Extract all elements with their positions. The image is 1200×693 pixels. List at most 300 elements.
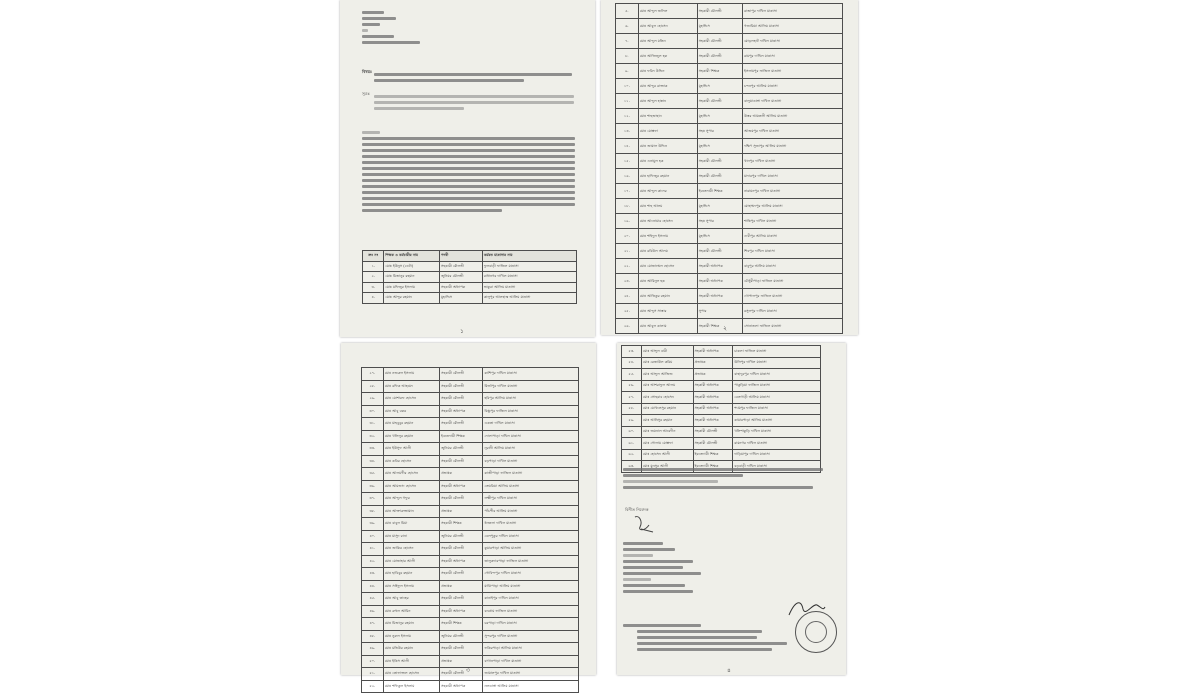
cell-designation: সহকারী অধ্যাপক bbox=[693, 346, 733, 358]
cell-institution: তেঘরিয়া আলিম মাদ্রাসা bbox=[483, 480, 579, 493]
table-row bbox=[616, 154, 843, 169]
cell-designation: সহকারী মৌলভী bbox=[697, 154, 742, 169]
table-row bbox=[616, 109, 843, 124]
cell-serial: ১৬. bbox=[616, 169, 639, 184]
cell-serial: ৫৪. bbox=[622, 357, 642, 369]
cell-serial: ২১. bbox=[616, 244, 639, 259]
cell-serial: ৪৩. bbox=[362, 568, 384, 581]
table-row bbox=[362, 418, 579, 431]
cell-name: মোঃ আনিসুর রহমান bbox=[641, 415, 693, 427]
cell-designation: সহকারী শিক্ষক bbox=[697, 319, 742, 334]
cell-name: মোঃ খলিলুর রহমান bbox=[383, 430, 439, 443]
table-row bbox=[622, 403, 821, 415]
table-body bbox=[616, 4, 843, 334]
cell-serial: ৩৭. bbox=[362, 493, 384, 506]
table-row bbox=[362, 680, 579, 693]
cell-name: মোঃ জাকির হোসেন bbox=[383, 543, 439, 556]
cell-name: মোঃ নুরুল ইসলাম bbox=[383, 630, 439, 643]
cell-institution: দোলাপাড়া দাখিল মাদ্রাসা bbox=[483, 430, 579, 443]
table-row bbox=[362, 380, 579, 393]
cell-institution: রাজাপুর দাখিল মাদ্রাসা bbox=[743, 4, 843, 19]
table-row bbox=[616, 169, 843, 184]
table-body bbox=[622, 346, 821, 473]
cell-designation: সহকারী মৌলভী bbox=[440, 493, 483, 506]
seal-signature-image bbox=[787, 597, 827, 619]
cell-name: মোঃ সোহরাব হোসেন bbox=[641, 392, 693, 404]
cell-serial: ২৪. bbox=[616, 289, 639, 304]
table-row bbox=[362, 618, 579, 631]
cell-institution: আজমপুর দাখিল মাদ্রাসা bbox=[743, 124, 843, 139]
cell-name: মোঃ আব্দুল বারী bbox=[641, 346, 693, 358]
cell-serial: ৩৩. bbox=[362, 443, 384, 456]
table-row bbox=[616, 199, 843, 214]
cell-name: মোঃ আব্দুল গফুর bbox=[383, 493, 439, 506]
cell-serial: ৩২. bbox=[362, 430, 384, 443]
cell-institution: রাধানগর দাখিল মাদ্রাসা bbox=[482, 272, 576, 283]
cell-institution: দেবীপুর আলিম মাদ্রাসা bbox=[743, 229, 843, 244]
table-row bbox=[622, 380, 821, 392]
table-row bbox=[616, 184, 843, 199]
cell-name: মোঃ আব্দুল মতিন bbox=[638, 34, 697, 49]
letter-subject bbox=[362, 70, 577, 85]
table-header-row bbox=[363, 251, 577, 262]
table-row bbox=[363, 261, 577, 272]
cell-designation: সহকারী মৌলভী bbox=[697, 169, 742, 184]
cell-designation: প্রভাষক bbox=[440, 468, 483, 481]
cell-institution: কাশিপুর দাখিল মাদ্রাসা bbox=[483, 368, 579, 381]
cell-serial: ৯. bbox=[616, 64, 639, 79]
cell-name: মোঃ শাহজাহান bbox=[638, 109, 697, 124]
sign-label: বিনীত নিবেদক bbox=[625, 507, 649, 512]
cell-designation: প্রভাষক bbox=[440, 505, 483, 518]
cell-institution: খানপুর দাখিল মাদ্রাসা bbox=[743, 154, 843, 169]
cell-name: মোঃ মোস্তফা bbox=[638, 124, 697, 139]
cell-institution: দাড়িয়াপুর দাখিল মাদ্রাসা bbox=[733, 449, 821, 461]
cell-name: মোঃ হোসেন আলী bbox=[641, 449, 693, 461]
cell-designation: প্রভাষক bbox=[440, 580, 483, 593]
cell-name: মোঃ আশরাফুল আলম bbox=[641, 380, 693, 392]
page-3-body bbox=[341, 343, 596, 688]
table-row bbox=[616, 124, 843, 139]
sender-block bbox=[623, 539, 733, 596]
table-row bbox=[616, 229, 843, 244]
cell-designation: সহকারী মৌলভী bbox=[440, 393, 483, 406]
cell-institution: নূরানী আলিম মাদ্রাসা bbox=[483, 443, 579, 456]
cell-designation: সহঃ সুপার bbox=[697, 214, 742, 229]
table-row bbox=[622, 369, 821, 381]
cell-serial: ৪১. bbox=[362, 543, 384, 556]
page-number: ৪ bbox=[727, 667, 731, 674]
table-row bbox=[362, 468, 579, 481]
cell-serial: ৫৮. bbox=[622, 403, 642, 415]
cell-institution: উলিপুর দাখিল মাদ্রাসা bbox=[733, 357, 821, 369]
cell-institution: শান্তিপুর দাখিল মাদ্রাসা bbox=[743, 214, 843, 229]
cell-serial: ৩৪. bbox=[362, 455, 384, 468]
table-row bbox=[362, 593, 579, 606]
table-row bbox=[622, 449, 821, 461]
cell-designation: সহকারী মৌলভী bbox=[440, 368, 483, 381]
table-row bbox=[362, 443, 579, 456]
table-body bbox=[363, 261, 577, 303]
cell-designation: প্রভাষক bbox=[440, 655, 483, 668]
subject-label: বিষয়ঃ bbox=[362, 69, 373, 74]
cell-institution: বেতগাড়ী আলিম মাদ্রাসা bbox=[733, 392, 821, 404]
cell-serial: ৬৩. bbox=[622, 461, 642, 473]
cell-serial: ১৮. bbox=[616, 199, 639, 214]
cell-designation: সহকারী মৌলভী bbox=[440, 543, 483, 556]
cell-serial: ১০. bbox=[616, 79, 639, 94]
cell-institution: বাহাদুরপুর দাখিল মাদ্রাসা bbox=[733, 369, 821, 381]
table-row bbox=[362, 555, 579, 568]
cell-name: মোঃ আনোয়ার হোসেন bbox=[638, 214, 697, 229]
cell-designation: সহকারী অধ্যাপক bbox=[697, 289, 742, 304]
cell-designation: সহকারী অধ্যাপক bbox=[440, 405, 483, 418]
header-designation: পদবী bbox=[440, 251, 483, 262]
table-row bbox=[363, 272, 577, 283]
cell-designation: সহকারী মৌলভী bbox=[697, 244, 742, 259]
cell-serial: ২৮. bbox=[362, 380, 384, 393]
cell-name: মোঃ ইদ্রিস আলী bbox=[383, 655, 439, 668]
table-row bbox=[362, 543, 579, 556]
cell-serial: ৫৯. bbox=[622, 415, 642, 427]
table-row bbox=[362, 393, 579, 406]
table-row bbox=[362, 405, 579, 418]
table-row bbox=[362, 580, 579, 593]
cell-name: মোঃ রেজাউল করিম bbox=[641, 357, 693, 369]
cell-institution: গোপালপুর ফাজিল মাদ্রাসা bbox=[743, 289, 843, 304]
cell-institution: লক্ষ্মীপুর দাখিল মাদ্রাসা bbox=[483, 493, 579, 506]
cell-name: মোঃ আব্দুল হান্নান bbox=[638, 94, 697, 109]
cell-name: মোঃ মিজানুর রহমান bbox=[383, 618, 439, 631]
cell-designation: সহকারী অধ্যাপক bbox=[440, 282, 483, 293]
table-body bbox=[362, 368, 579, 693]
cell-serial: ২০. bbox=[616, 229, 639, 244]
letter-recipient-block bbox=[362, 8, 422, 47]
cell-institution: বিষ্ণুপুর ফাজিল মাদ্রাসা bbox=[483, 405, 579, 418]
cell-serial: ৫. bbox=[616, 4, 639, 19]
document-page-2 bbox=[601, 0, 858, 335]
table-row bbox=[616, 49, 843, 64]
cell-serial: ৫৩. bbox=[622, 346, 642, 358]
cell-institution: চাকলা ফাজিল মাদ্রাসা bbox=[733, 346, 821, 358]
cell-designation: সহকারী অধ্যাপক bbox=[440, 555, 483, 568]
cell-serial: ২৬. bbox=[616, 319, 639, 334]
cell-designation: সহকারী মৌলভী bbox=[440, 668, 483, 681]
cell-designation: সহকারী অধ্যাপক bbox=[693, 380, 733, 392]
closing-paragraph bbox=[623, 465, 828, 492]
table-row bbox=[616, 139, 843, 154]
cell-designation: ইবতেদায়ী শিক্ষক bbox=[697, 184, 742, 199]
cell-institution: চন্দনপুর আলিম মাদ্রাসা bbox=[743, 79, 843, 94]
staff-table-page-2 bbox=[615, 3, 843, 334]
table-row bbox=[363, 282, 577, 293]
cell-name: মোঃ মোজাহার আলী bbox=[383, 555, 439, 568]
cell-name: মোঃ মাসুদ রানা bbox=[383, 530, 439, 543]
table-row bbox=[362, 530, 579, 543]
cell-serial: ৩৯. bbox=[362, 518, 384, 531]
cell-serial: ৫১. bbox=[362, 668, 384, 681]
table-row bbox=[362, 668, 579, 681]
cell-serial: ৩. bbox=[363, 282, 384, 293]
cell-serial: ৪৮. bbox=[362, 630, 384, 643]
cell-serial: ২. bbox=[363, 272, 384, 283]
cell-serial: ২২. bbox=[616, 259, 639, 274]
cell-designation: সহকারী অধ্যাপক bbox=[440, 605, 483, 618]
staff-table-page-4 bbox=[621, 345, 821, 473]
table-row bbox=[362, 430, 579, 443]
cell-institution: ভাকুরা আলিম মাদ্রাসা bbox=[482, 282, 576, 293]
cell-designation: জুনিয়র মৌলভী bbox=[440, 630, 483, 643]
cell-name: মোঃ আবু তাহের bbox=[383, 593, 439, 606]
cell-name: মোঃ হাফিজুর রহমান bbox=[638, 169, 697, 184]
table-row bbox=[362, 568, 579, 581]
cell-designation: সহকারী মৌলভী bbox=[440, 418, 483, 431]
cell-serial: ২৭. bbox=[362, 368, 384, 381]
cell-serial: ৪০. bbox=[362, 530, 384, 543]
cell-name: মোঃ নজরুল ইসলাম bbox=[383, 368, 439, 381]
table-row bbox=[362, 368, 579, 381]
cell-name: মোঃ আব্দুর রহমান bbox=[384, 293, 440, 304]
page-number: ৩ bbox=[466, 667, 470, 674]
cell-designation: মুহাদ্দিস bbox=[697, 229, 742, 244]
cell-institution: রামনগর দাখিল মাদ্রাসা bbox=[733, 438, 821, 450]
letter-body-paragraph bbox=[362, 128, 577, 215]
cell-serial: ১১. bbox=[616, 94, 639, 109]
table-row bbox=[362, 493, 579, 506]
page-number: ১ bbox=[460, 328, 464, 335]
cell-name: মোঃ আজিজুল হক bbox=[638, 49, 697, 64]
cell-name: মোঃ রুহুল আমিন bbox=[383, 605, 439, 618]
table-row bbox=[362, 643, 579, 656]
cell-institution: বাবুপুর আলিম মাদ্রাসা bbox=[743, 259, 843, 274]
cell-serial: ৩০. bbox=[362, 405, 384, 418]
cell-institution: বড়বাড়ী দাখিল মাদ্রাসা bbox=[733, 461, 821, 473]
cell-institution: মোহাম্মদপুর আলিম মাদ্রাসা bbox=[743, 199, 843, 214]
cell-institution: খলিশাকুড়ি দাখিল মাদ্রাসা bbox=[733, 426, 821, 438]
cell-name: মোঃ বাবুল মিয়া bbox=[383, 518, 439, 531]
page-2-body bbox=[601, 0, 858, 335]
cell-name: মোঃ শাহ আলম bbox=[638, 199, 697, 214]
cell-institution: চরপাড়া দাখিল মাদ্রাসা bbox=[483, 618, 579, 631]
cell-designation: মুহাদ্দিস bbox=[697, 19, 742, 34]
cell-institution: বড়পাড়া দাখিল মাদ্রাসা bbox=[483, 455, 579, 468]
cell-serial: ১৯. bbox=[616, 214, 639, 229]
cell-name: মোঃ আতিকুর রহমান bbox=[638, 289, 697, 304]
cell-institution: কাজীপাড়া ফাজিল মাদ্রাসা bbox=[483, 468, 579, 481]
cell-institution: বেলপুকুর দাখিল মাদ্রাসা bbox=[483, 530, 579, 543]
cell-name: মোঃ এনামুল হক bbox=[638, 154, 697, 169]
cell-designation: জুনিয়র মৌলভী bbox=[440, 272, 483, 283]
cell-name: মোঃ ফরিদ উদ্দিন bbox=[638, 64, 697, 79]
cell-name: মোঃ কবির হোসেন bbox=[383, 455, 439, 468]
cell-designation: মুহাদ্দিস bbox=[697, 79, 742, 94]
cell-institution: শ্যামপুর ফাজিল মাদ্রাসা bbox=[733, 403, 821, 415]
cell-designation: সহকারী শিক্ষক bbox=[697, 64, 742, 79]
cell-designation: মুহাদ্দিস bbox=[697, 199, 742, 214]
cell-serial: ৬১. bbox=[622, 438, 642, 450]
cell-designation: মুহাদ্দিস bbox=[697, 139, 742, 154]
cell-serial: ৪৭. bbox=[362, 618, 384, 631]
table-row bbox=[616, 259, 843, 274]
cell-name: মোঃ মাহবুবুর রহমান bbox=[383, 418, 439, 431]
cell-serial: ৪৪. bbox=[362, 580, 384, 593]
cell-designation: সহকারী মৌলভী bbox=[697, 34, 742, 49]
cell-institution: কালুপুর আলহাজ্ব আলিম মাদ্রাসা bbox=[482, 293, 576, 304]
cell-institution: চৌধুরীপাড়া ফাজিল মাদ্রাসা bbox=[743, 274, 843, 289]
cell-serial: ৬. bbox=[616, 19, 639, 34]
cell-designation: সহকারী মৌলভী bbox=[697, 4, 742, 19]
table-row bbox=[616, 79, 843, 94]
cell-name: মোঃ মফিজুর ইসলাম bbox=[384, 282, 440, 293]
table-row bbox=[616, 64, 843, 79]
cell-serial: ৪৯. bbox=[362, 643, 384, 656]
cell-name: মোঃ তোফাজ্জল হোসেন bbox=[383, 668, 439, 681]
page-1-body bbox=[340, 0, 595, 337]
cell-serial: ৩৫. bbox=[362, 468, 384, 481]
table-row bbox=[616, 244, 843, 259]
document-page-4 bbox=[617, 343, 846, 675]
cell-institution: একতা দাখিল মাদ্রাসা bbox=[483, 418, 579, 431]
cell-institution: মাদারপুর দাখিল মাদ্রাসা bbox=[743, 169, 843, 184]
cell-institution: ইসলামপুর ফাজিল মাদ্রাসা bbox=[743, 64, 843, 79]
cell-name: মোঃ আমিনুল হক bbox=[638, 274, 697, 289]
cell-name: মোঃ মিজানুর রহমান bbox=[384, 272, 440, 283]
cell-designation: জুনিয়র মৌলভী bbox=[440, 443, 483, 456]
cell-institution: উত্তর আমতলী আলিম মাদ্রাসা bbox=[743, 109, 843, 124]
cell-designation: সহকারী শিক্ষক bbox=[440, 518, 483, 531]
cell-name: মোঃ আবুল হোসেন bbox=[638, 19, 697, 34]
cell-designation: সুপার bbox=[697, 304, 742, 319]
copy-distribution-list bbox=[623, 621, 793, 654]
cell-designation: সহকারী মৌলভী bbox=[693, 438, 733, 450]
cell-institution: পাকুড়িয়া ফাজিল মাদ্রাসা bbox=[733, 380, 821, 392]
cell-serial: ৪. bbox=[363, 293, 384, 304]
cell-name: মোঃ আব্দুর রাজ্জাক bbox=[638, 79, 697, 94]
table-row bbox=[362, 605, 579, 618]
cell-serial: ৫৭. bbox=[622, 392, 642, 404]
cell-designation: ইবতেদায়ী শিক্ষক bbox=[440, 430, 483, 443]
cell-serial: ৭. bbox=[616, 34, 639, 49]
cell-name: মোঃ আবু বকর bbox=[383, 405, 439, 418]
table-row bbox=[616, 94, 843, 109]
cell-serial: ২৩. bbox=[616, 274, 639, 289]
cell-institution: ধনতলা দাখিল মাদ্রাসা bbox=[483, 518, 579, 531]
cell-name: মোঃ হাবিবুর রহমান bbox=[383, 568, 439, 581]
table-row bbox=[362, 505, 579, 518]
cell-name: মোঃ শফিকুল ইসলাম bbox=[383, 680, 439, 693]
cell-designation: ইবতেদায়ী শিক্ষক bbox=[693, 449, 733, 461]
cell-institution: বাগানপাড়া দাখিল মাদ্রাসা bbox=[483, 655, 579, 668]
cell-designation: সহকারী অধ্যাপক bbox=[440, 680, 483, 693]
cell-serial: ৩১. bbox=[362, 418, 384, 431]
cell-name: মোঃ আলমগীর হোসেন bbox=[383, 468, 439, 481]
cell-designation: সহকারী মৌলভী bbox=[440, 568, 483, 581]
cell-serial: ৩৮. bbox=[362, 505, 384, 518]
cell-institution: হরিপুর আলিম মাদ্রাসা bbox=[483, 393, 579, 406]
table-row bbox=[362, 655, 579, 668]
staff-table-page-1 bbox=[362, 250, 577, 304]
header-name: শিক্ষক ও কর্মচারীর নাম bbox=[384, 251, 440, 262]
cell-designation: সহকারী মৌলভী bbox=[440, 380, 483, 393]
cell-institution: ফকিরপাড়া আলিম মাদ্রাসা bbox=[483, 643, 579, 656]
table-row bbox=[616, 319, 843, 334]
cell-serial: ২৯. bbox=[362, 393, 384, 406]
cell-serial: ১৫. bbox=[616, 154, 639, 169]
cell-designation: সহকারী অধ্যাপক bbox=[693, 392, 733, 404]
signature-image bbox=[631, 513, 657, 535]
cell-institution: তালুকদারপাড়া ফাজিল মাদ্রাসা bbox=[483, 555, 579, 568]
table-row bbox=[616, 289, 843, 304]
cell-name: মোঃ আব্দুস সাত্তার bbox=[638, 304, 697, 319]
cell-designation: সহঃ সুপার bbox=[697, 124, 742, 139]
cell-institution: মির্জাপুর দাখিল মাদ্রাসা bbox=[483, 380, 579, 393]
cell-designation: সহকারী অধ্যাপক bbox=[693, 415, 733, 427]
cell-serial: ১৩. bbox=[616, 124, 639, 139]
table-row bbox=[616, 19, 843, 34]
cell-institution: নলডাঙ্গা আলিম মাদ্রাসা bbox=[483, 680, 579, 693]
table-row bbox=[616, 274, 843, 289]
table-row bbox=[363, 293, 577, 304]
cell-name: মোঃ আব্দুল আজিজ bbox=[641, 369, 693, 381]
cell-serial: ১২. bbox=[616, 109, 639, 124]
cell-serial: ৮. bbox=[616, 49, 639, 64]
cell-serial: ২৫. bbox=[616, 304, 639, 319]
cell-designation: সহকারী মৌলভী bbox=[697, 94, 742, 109]
cell-name: মোঃ আব্দুল কাদের bbox=[638, 184, 697, 199]
header-serial: ক্রঃ নং bbox=[363, 251, 384, 262]
cell-institution: মোড়লহাট দাখিল মাদ্রাসা bbox=[743, 34, 843, 49]
table-row bbox=[622, 346, 821, 358]
cell-designation: মুহাদ্দিস bbox=[440, 293, 483, 304]
cell-institution: ফুলবাড়ী ফাজিল মাদ্রাসা bbox=[482, 261, 576, 272]
document-page-1 bbox=[340, 0, 595, 337]
cell-institution: রামপুর দাখিল মাদ্রাসা bbox=[743, 49, 843, 64]
table-row bbox=[622, 415, 821, 427]
cell-name: মোঃ মোজাম্মেল হোসেন bbox=[638, 259, 697, 274]
cell-designation: প্রভাষক bbox=[693, 369, 733, 381]
cell-designation: সহকারী শিক্ষক bbox=[440, 618, 483, 631]
table-row bbox=[362, 480, 579, 493]
table-row bbox=[622, 357, 821, 369]
cell-institution: পাঁচপীর আলিম মাদ্রাসা bbox=[483, 505, 579, 518]
table-row bbox=[622, 426, 821, 438]
page-number: ২ bbox=[723, 325, 727, 332]
cell-serial: ৪৬. bbox=[362, 605, 384, 618]
cell-name: মোঃ মুনসুর আলী bbox=[641, 461, 693, 473]
table-row bbox=[616, 214, 843, 229]
reference-label: সূত্রঃ bbox=[362, 91, 370, 96]
cell-designation: সহকারী অধ্যাপক bbox=[693, 403, 733, 415]
cell-serial: ৩৬. bbox=[362, 480, 384, 493]
cell-designation: ইবতেদায়ী শিক্ষক bbox=[693, 461, 733, 473]
cell-name: মোঃ সাইফুল ইসলাম bbox=[383, 580, 439, 593]
cell-designation: সহকারী অধ্যাপক bbox=[697, 259, 742, 274]
cell-name: মোঃ জয়নাল আবেদীন bbox=[641, 426, 693, 438]
cell-name: মোঃ মতিউর রহমান bbox=[383, 643, 439, 656]
cell-serial: ৬২. bbox=[622, 449, 642, 461]
cell-designation: সহকারী অধ্যাপক bbox=[440, 480, 483, 493]
table-row bbox=[616, 304, 843, 319]
cell-serial: ৫০. bbox=[362, 655, 384, 668]
cell-name: মোঃ ইউনুস (ডেটা) bbox=[384, 261, 440, 272]
cell-serial: ৫২. bbox=[362, 680, 384, 693]
cell-institution: বালুয়াডাঙ্গা দাখিল মাদ্রাসা bbox=[743, 94, 843, 109]
cell-institution: গজারিয়া আলিম মাদ্রাসা bbox=[743, 19, 843, 34]
cell-name: মোঃ ইউসুফ আলী bbox=[383, 443, 439, 456]
cell-institution: শিবপুর দাখিল মাদ্রাসা bbox=[743, 244, 843, 259]
cell-designation: জুনিয়র মৌলভী bbox=[440, 530, 483, 543]
table-row bbox=[622, 392, 821, 404]
